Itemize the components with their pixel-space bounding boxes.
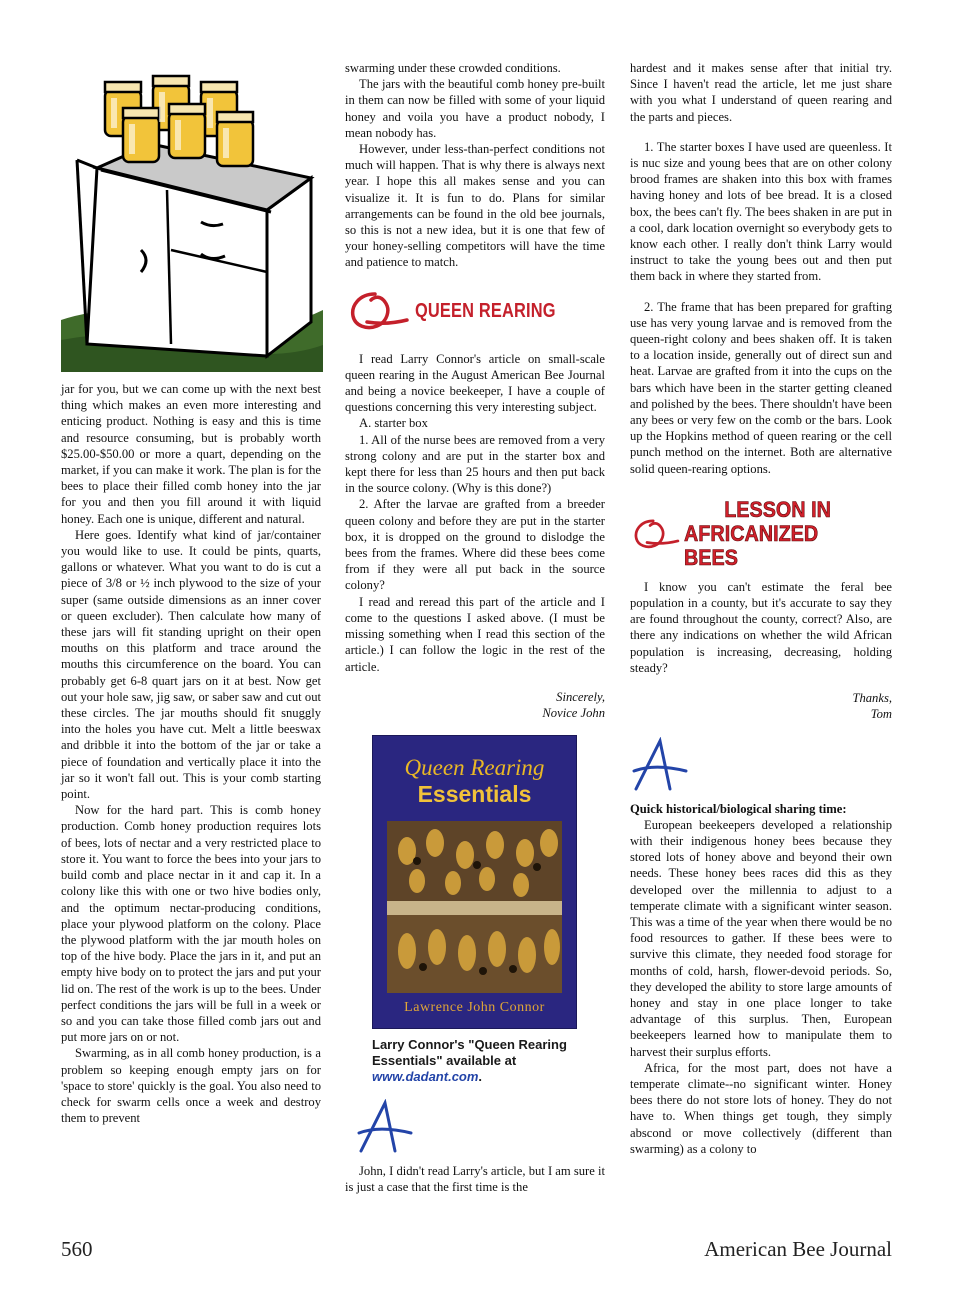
paragraph: I know you can't estimate the feral bee population in a county, but it's accurate to say they are found throughout the county, correct? Also, are there any indications on whether the wild African population is increasing, decreasing, holding steady? — [630, 579, 892, 675]
book-promo — [372, 735, 575, 1085]
signature — [630, 690, 892, 722]
queen-rearing-heading — [345, 285, 605, 337]
q-letter-icon — [345, 288, 415, 334]
page-number: 560 — [61, 1237, 93, 1261]
signature — [345, 689, 605, 721]
paragraph: A. starter box — [359, 416, 428, 431]
journal-name: American Bee Journal — [704, 1237, 892, 1261]
paragraph: jar for you, but we can come up with the next best thing which makes an even more interesting and enticing product. Nothing is easy and this is time and resource consuming, but is probably worth $25.00-$50.00 or more a quart, depending on the market, if you can make it work. The plan is for the bees to place their filled comb honey into the jar for you and then you fill around it with liquid honey. Each one is unique, different and natural. — [61, 382, 321, 526]
paragraph: 1. The starter boxes I have used are queenless. It is nuc size and young bees that are on other colony brood frames are shaken into this box with frames having honey and lots of bee bread. It is a closed box, the bees can't fly. The bees shaken in are put in a cool, dark location overnight so everybody gets to know each other. I really don't think Larry would instruct to take the young bees out and then put them back in where they started from. — [630, 139, 892, 284]
section-heading — [684, 498, 892, 570]
bee-frame-photo — [387, 821, 562, 993]
paragraph: 1. All of the nurse bees are removed from a very strong colony and are put in the starter box and kept there for less than 25 hours and then put back in the source colony. (Why is this done?) — [345, 432, 605, 496]
sign-close: Thanks, — [852, 691, 892, 706]
column-2-text — [345, 60, 605, 1196]
section-heading: QUEEN REARING — [415, 299, 556, 322]
book-cover — [372, 735, 577, 1029]
paragraph: swarming under these crowded conditions. — [345, 61, 561, 75]
paragraph: Here goes. Identify what kind of jar/container you would like to use. It could be pints, quarts, gallons or whatever. What you want to do is cut a piece of 3/8 or ½ inch plywood to the size of your super (same outside dimensions as an inner cover or queen excluder). Then calculate how many of these jars will fit standing upright on their open mouths on this platform and trace around the mouths this circumference on the board. You can probably get 6-8 quart jars on it at best. Now get out your hole saw, jig saw, or saber saw and cut out these circles. The jar mouths should fit snuggly into the holes you have cut. Melt a little beeswax and dribble it into the bottom of the jar or take a piece of foundation and vertically place it into the jar so it won't fall out. This is your comb starting point. — [61, 527, 321, 802]
sign-close: Sincerely, — [556, 689, 605, 704]
column-3-text — [630, 60, 892, 1157]
paragraph: hardest and it makes sense after that initial try. Since I haven't read the article, let me just share with you what I understand of queen rearing and the parts and pieces. — [630, 61, 892, 124]
a-letter-icon — [630, 737, 690, 793]
paragraph: I read Larry Connor's article on small-scale queen rearing in the August American Bee Journal and being a novice beekeeper, I have a couple of questions concerning this very interesting subject. — [345, 351, 605, 415]
sign-name: Tom — [870, 707, 892, 722]
caption-text: Larry Connor's "Queen Rearing Essentials" available at — [372, 1037, 567, 1069]
paragraph: However, under less-than-perfect conditions not much will happen. That is why there is always next year. I hope this all makes sense and you can visualize it. It is fun to do. Plans for similar arrangements can be found in the old bee journals, so this is not a new idea, but it is one that few of your honey-selling competitors will have the time and patience to match. — [345, 142, 605, 270]
book-caption — [372, 1037, 575, 1085]
paragraph: 2. The frame that has been prepared for grafting use has very young larvae and is removed from the queen-right colony and bees shaken off. It is taken to a location inside, generally out of direct sun and heat. Larvae are grafted from it into the cups on the bars which have been in the starter getting cleaned and polished by the bees. There shouldn't have been any bees or very few on the comb or the bars. Look up the Hopkins method of queen rearing or the cell punch method on the internet. Both are alternative solid queen-rearing options. — [630, 299, 892, 476]
heading-line1: LESSON IN — [724, 496, 832, 522]
book-title-line1: Queen Rearing — [404, 755, 545, 781]
sign-name: Novice John — [542, 705, 605, 720]
paragraph: Now for the hard part. This is comb honey production. Comb honey production requires lots of bees, lots of nectar and a very restricted place to store it. You want to force the bees into your jars to build comb and place nectar in it and cap it. In a colony like this with one or two hive bodies only, and the optimum nectar-producing conditions, place your plywood platform on the colony. Place the plywood platform with the jar mouth holes on top of the hive body. Place the jars in it, and put an empty hive body on to protect the jars and put your lid on. The rest of the work is up to the bees. Under perfect conditions the jars will be full in a week or so and you can take those filled comb jars out and put more jars on or not. — [61, 803, 321, 1045]
paragraph: European beekeepers developed a relationship with their indigenous honey bees because they stored lots of honey above and beyond their own needs. These honey bees races did this as they developed over the millennia to adjust to a temperate climate with a significant winter season. This was a time of the year when there would be no food resources to gather. If these bees were to survive this climate, they needed food storage for months of cold, harsh, flower-devoid periods. So, they developed the ability to store large amounts of honey and stay in one place longer to take advantage of this surplus. Then, European beekeepers learned how to manipulate them to harvest their surplus efforts. — [630, 817, 892, 1059]
jar-hive-illustration — [61, 60, 323, 372]
book-title-line2: Essentials — [417, 781, 532, 808]
paragraph: Swarming, as in all comb honey production, is a problem so keeping enough empty jars on for 'space to store' quickly is the goal. You also need to check for swarm cells once a week and destroy them to prevent — [61, 1046, 321, 1126]
paragraph: I read and reread this part of the article and I come to the questions I asked above. (I must be missing something when I read this section of the article.) I can follow the logic in the rest of the article. — [345, 594, 605, 674]
a-letter-icon — [355, 1099, 415, 1155]
africanized-bees-heading — [630, 496, 892, 570]
book-author: Lawrence John Connor — [404, 999, 545, 1015]
paragraph: John, I didn't read Larry's article, but I am sure it is just a case that the first time is the — [345, 1164, 605, 1195]
caption-end: . — [478, 1069, 483, 1085]
column-1-text — [61, 381, 321, 1126]
paragraph: The jars with the beautiful comb honey pre-built in them can now be filled with some of your liquid honey and voila you have a product nobody, I mean nobody has. — [345, 77, 605, 140]
q-letter-icon — [630, 511, 684, 557]
paragraph: 2. After the larvae are grafted from a breeder queen colony and before they are put in the starter box, it is dropped on the ground to dislodge the bees from the frames. Where did these bees come from if they were all put back in the source colony? — [345, 497, 605, 593]
answer-subheading: Quick historical/biological sharing time: — [630, 801, 847, 816]
paragraph: Africa, for the most part, does not have a temperate climate--no significant winter. Honey bees there do not store lots of honey. They do not have to. When things get tough, they simply abscond or move collectively (different than swarming) as a colony to — [630, 1060, 892, 1156]
heading-line2: AFRICANIZED BEES — [684, 520, 819, 570]
dadant-link[interactable]: www.dadant.com — [372, 1069, 479, 1085]
